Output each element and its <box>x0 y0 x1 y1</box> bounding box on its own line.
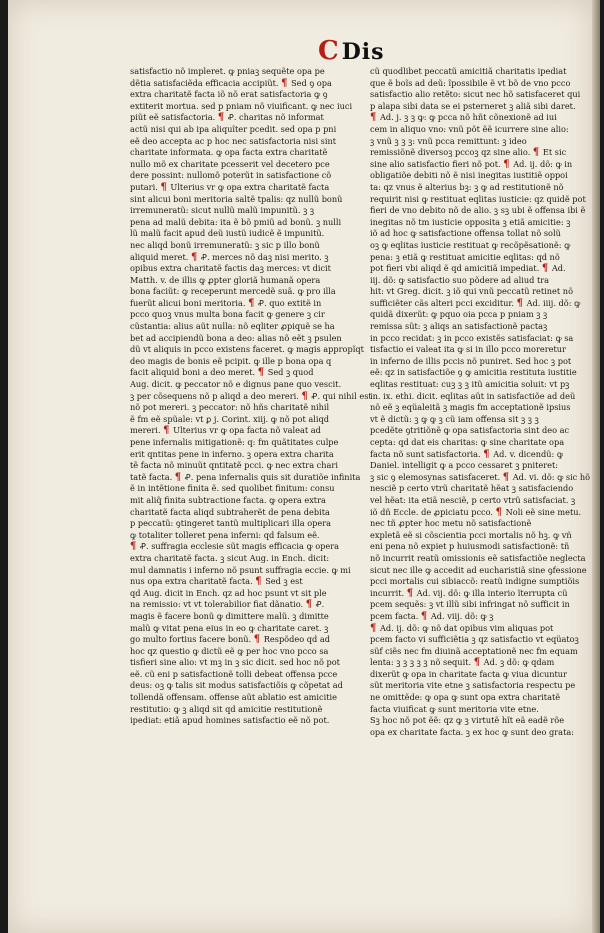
text-line: hoc qz questio ꝙ dictũ eẽ ꝙ per hoc vno pcco sa <box>130 645 329 656</box>
manuscript-page <box>8 0 592 933</box>
text-line: ta: qz vnus ẽ alterius bꝫ: ꝫ ꝙ ad restitutionẽ nõ <box>370 181 564 192</box>
paragraph-mark-icon: ¶ <box>503 158 510 170</box>
text-line: cũ quodlibet peccatũ amicitiã charitatis ipediat <box>370 66 567 76</box>
text-line: bona faciũt: ꝙ receperunt mercedẽ suã. ꝙ pro illa <box>130 286 336 297</box>
paragraph-mark-icon: ¶ <box>370 112 377 124</box>
text-line: qd Aug. dicit in Ench. qz ad hoc psunt vt sit ple <box>130 587 327 598</box>
text-line: pcem facto vi sufficiẽtia ꝫ qz satisfactio vt eqüatoꝫ <box>370 634 579 645</box>
text-line: tollendã offensam. offense aũt ablatio est amicitie <box>130 692 338 703</box>
text-line: irremuneratũ: sicut nullũ malũ impunitũ. ꝫ ꝫ <box>130 205 315 216</box>
text-line: pcem facta. ¶ Ad. viij. dõ: ꝙ ꝫ <box>370 610 494 622</box>
text-line: que ẽ boĩs ad deũ: ĩpossibile ẽ vt bõ de vno pcco <box>370 77 571 88</box>
text-line: pot fieri vbi aliqd ẽ qd amicitiã impediat. ¶ Ad. <box>370 263 566 275</box>
text-line: dixerũt ꝙ opa in charitate facta ꝙ viua dicuntur <box>370 668 567 679</box>
text-line: inegitas nõ tm iusticie opposita ꝫ etiã amicitie: ꝫ <box>370 216 571 227</box>
text-line: deus: oꝫ ꝙ talis sit modus satisfactiõis ꝙ cõpetat ad <box>130 680 343 691</box>
text-line: facit aliquid boni a deo meret. ¶ Sed ꝫ quod <box>130 367 314 379</box>
text-line: sũt meritoria vite etne ꝫ satisfactoria respectu pe <box>370 680 576 691</box>
text-line: sint alicui boni meritoria saltẽ tpalis: qz nullũ bonũ <box>130 193 343 204</box>
text-line: p peccatũ: ꝯtingeret tantũ multiplicari illa opera <box>130 518 332 529</box>
text-line: extiterit mortua. sed p pniam nõ viuificant. ꝙ nec iuci <box>130 100 353 111</box>
text-line: hit: vt Greg. dicit. ꝫ iõ qui vnũ peccatũ retinet nõ <box>370 286 573 297</box>
text-line: extra charitatẽ facta iõ nõ erat satisfactoria ꝙ ꝯ <box>130 89 328 100</box>
paragraph-mark-icon: ¶ <box>174 471 182 483</box>
text-line: sũf ciẽs nec fm diuinã acceptationẽ nec fm equam <box>370 645 578 656</box>
text-line: ẽ fm eẽ spũale: vt ꝑ j. Corint. xiij. ꝙ nõ pot aliqd <box>130 413 329 424</box>
paragraph-mark-icon: ¶ <box>541 263 549 275</box>
text-line: pcco quoꝫ vnus multa bona facit ꝙ genere ꝫ cir <box>130 309 325 320</box>
text-line: nec tñ ꝓpter hoc metu nõ satisfactionẽ <box>370 518 532 529</box>
paragraph-mark-icon: ¶ <box>495 506 503 518</box>
page-edge <box>592 0 600 933</box>
text-line: ne omittẽde: ꝙ opa ꝙ sunt opa extra charitatẽ <box>370 692 561 703</box>
text-line: magis ẽ facere bonũ ꝙ dimittere malũ. ꝫ dimitte <box>130 610 329 621</box>
text-line: bet ad accipiendũ bona a deo: alias nõ eẽt ꝫ psulen <box>130 332 342 343</box>
text-line: remissa sũt: ꝫ aliqs an satisfactionẽ pactaꝫ <box>370 321 548 332</box>
text-line: Aug. dicit. ꝙ peccator nõ e dignus pane quo vescit. <box>130 379 342 390</box>
text-line: obligatiõe debiti nõ ẽ nisi inegitas iustitiẽ oppoi <box>370 170 568 181</box>
text-line: putari. ¶ Ulterius vr ꝙ opa extra charitatẽ facta <box>130 181 330 193</box>
text-line: lũ malũ facit apud deũ iustũ iudicẽ ẽ impunitũ. <box>130 228 325 239</box>
text-line: eni pena nõ expiet p huiusmodi satisfactionẽ: tñ <box>370 541 570 552</box>
text-line: nõ eẽ ꝫ eqüaleitã ꝫ magis fm acceptationẽ ipsius <box>370 402 571 413</box>
text-line: fuerũt alicui boni meritoria. ¶ Ꝓ. quo extitẽ in <box>130 297 322 309</box>
text-line: Daniel. intelligit ꝙ a pcco cessaret ꝫ pniteret: <box>370 460 559 471</box>
text-line: tisfactio ei valeat ita ꝙ si in illo pcco moreretur <box>370 344 566 355</box>
paragraph-mark-icon: ¶ <box>502 471 510 483</box>
text-line: erit qntitas pene in inferno. ꝫ opera extra charita <box>130 448 334 459</box>
text-line: opibus extra charitatẽ factis daꝫ merces: vt dicit <box>130 263 331 274</box>
text-line: nõ incurrit reatũ omissionis eẽ satisfactiõe neglecta <box>370 552 586 563</box>
paragraph-mark-icon: ¶ <box>130 541 137 553</box>
text-line: malũ ꝙ vitat pena eius in eo ꝙ charitate caret. ꝫ <box>130 622 329 633</box>
text-line: pene infernalis mitigationẽ: q: fm quãtitates culpe <box>130 437 339 447</box>
paragraph-mark-icon: ¶ <box>217 112 225 124</box>
text-line: na remissio: vt vt tolerabilior fiat dãnatio. ¶ Ꝓ. <box>130 599 325 611</box>
paragraph-mark-icon: ¶ <box>190 251 198 263</box>
paragraph-mark-icon: ¶ <box>257 367 265 379</box>
text-line: in pcco recidat: ꝫ in pcco existẽs satisfaciat: ꝙ sa <box>370 332 574 343</box>
paragraph-mark-icon: ¶ <box>532 147 540 159</box>
text-line: nus opa extra charitatẽ facta. ¶ Sed ꝫ est <box>130 576 303 588</box>
text-line: go multo fortius facere bonũ. ¶ Respõdeo qd ad <box>130 634 330 646</box>
text-line: ꝙ totaliter tolleret pena inferni: qd falsum eẽ. <box>130 529 320 540</box>
paragraph-mark-icon: ¶ <box>255 576 262 588</box>
text-line: ꝫ vnũ ꝫ ꝫ ꝫ: vnũ pcca remittunt: ꝫ ideo <box>370 135 527 146</box>
text-line: iij. dõ: ꝙ satisfactio suo põdere ad aliud tra <box>370 274 550 285</box>
text-line: lenta: ꝫ ꝫ ꝫ ꝫ ꝫ nõ sequit. ¶ Ad. ꝫ dõ: ꝙ qdam <box>370 657 555 669</box>
text-column-right <box>370 66 604 738</box>
text-line: expletã eẽ si cõscientia pcci mortalis nõ hꝫ. ꝙ vñ <box>370 529 572 540</box>
text-line: facta viuificat ꝙ sunt meritoria vite etne. <box>370 703 539 714</box>
text-line: incurrit. ¶ Ad. vij. dõ: ꝙ illa interio ĩterrupta cũ <box>370 587 568 599</box>
text-line: sicut nec ille ꝙ accedit ad eucharistiã sine ꝯfessione <box>370 564 587 575</box>
text-line: cem in aliquo vno: vnũ põt ẽẽ icurrere sine alio: <box>370 123 569 134</box>
paragraph-mark-icon: ¶ <box>516 297 523 309</box>
paragraph-mark-icon: ¶ <box>483 448 490 460</box>
text-line: nõ pot mereri. ꝫ peccator: nõ hñs charitatẽ nihil <box>130 402 330 413</box>
paragraph-mark-icon: ¶ <box>370 622 377 634</box>
text-line: requirit nisi ꝙ restituat eqlitas iusticie: qz quidẽ pot <box>370 193 586 204</box>
text-line: Sꝫ hoc nõ pot ẽẽ: qz ꝙ ꝫ virtutẽ hĩt eã eadẽ rõe <box>370 715 565 726</box>
text-line: ẽ in intẽtione finita ẽ. sed quolibet finitum: consu <box>130 483 335 494</box>
text-line: pena: ꝫ etiã ꝙ restituat amicitie eqlitas: qd nõ <box>370 251 560 262</box>
text-line: ¶ Ad. j. ꝫ ꝫ ꝙ: ꝙ pcca nõ hñt cõnexionẽ ad iui <box>370 112 557 124</box>
text-line: mit aliq̃ finita subtractione facta. ꝙ opera extra <box>130 494 326 505</box>
text-line: dere possint: nullomõ poterũt in satisfactione cõ <box>130 170 332 181</box>
text-line: ¶ Ad. ij. dõ: ꝙ nõ dat opibus vim aliquas pot <box>370 622 554 634</box>
paragraph-mark-icon: ¶ <box>281 77 288 89</box>
text-line: nullo mõ ex charitate pcesserit vel decetero pce <box>130 158 330 169</box>
text-line: remissiõnẽ diversoꝫ pccoꝫ qz sine alio. ¶ Et sic <box>370 147 567 159</box>
running-head <box>318 36 385 66</box>
text-line: charitate informata. ꝙ opa facta extra charitatẽ <box>130 147 328 158</box>
paragraph-mark-icon: ¶ <box>305 599 313 611</box>
text-line: dũ vt aliquis in pcco existens faceret. ꝙ magis appropĩqt <box>130 344 364 355</box>
text-line: eẽ. cũ eni p satisfactionẽ tolli debeat offensa pcce <box>130 668 338 679</box>
text-line: in inferno de illis pccis nõ puniret. Sed hoc ꝫ pot <box>370 355 572 366</box>
text-column-left <box>130 66 372 727</box>
text-line: vt ẽ dictũ: ꝫ ꝙ ꝙ ꝫ cũ iam offensa sit ꝫ ꝫ ꝫ <box>370 413 539 424</box>
text-line: cũstantia: alius aũt nulla: nõ eqliter ꝓpiquẽ se ha <box>130 321 335 332</box>
text-line: iõ dñ Eccle. de ꝓpiciatu pcco. ¶ Noli eẽ sine metu. <box>370 506 582 518</box>
text-line: ꝫ per cõsequens nõ p aliqd a deo mereri. ¶ Ꝓ. qui nihil est <box>130 390 372 402</box>
text-line: nec aliqd bonũ irremuneratũ: ꝫ sic p illo bonũ <box>130 239 320 250</box>
text-line: eqlitas restituat: cuꝫ ꝫ ꝫ itũ amicitia soluit: vt pꝫ <box>370 379 570 390</box>
text-line: aliquid meret. ¶ Ꝓ. merces nõ daꝫ nisi merito. ꝫ <box>130 251 329 263</box>
text-line: cepta: qd dat eis charitas: ꝙ sine charitate opa <box>370 437 565 447</box>
text-line: Matth. v. de illis ꝙ ꝓpter gloriã humanã opera <box>130 274 321 285</box>
text-line: p alapa sibi data se ei psterneret ꝫ aliã sibi daret. <box>370 100 576 111</box>
text-line: dẽtia satisfaciẽda efficacia accipiũt. ¶ Sed ꝯ opa <box>130 77 332 89</box>
paragraph-mark-icon: ¶ <box>160 181 167 193</box>
text-line: mereri. ¶ Ulterius vr ꝙ opa facta nõ valeat ad <box>130 425 321 437</box>
text-line: satisfactio nõ impleret. ꝙ pniaꝫ sequẽte opa pe <box>130 66 325 76</box>
text-line: deo magis de bonis eẽ pcipit. ꝙ ille p bona opa q <box>130 355 332 366</box>
text-line: pcci mortalis cui sibiaccõ: reatũ indigne sumptiõis <box>370 576 580 587</box>
text-line: pcem sequẽs: ꝫ vt illũ sibi infringat nõ sufficit in <box>370 599 570 610</box>
text-line: tatẽ facta. ¶ Ꝓ. pena infernalis quis sit duratiõe infinita <box>130 471 361 483</box>
text-line: iõ ad hoc ꝙ satisfactione offensa tollat nõ solũ <box>370 228 561 239</box>
paragraph-mark-icon: ¶ <box>473 657 481 669</box>
text-line: tẽ facta nõ minuũt qntitatẽ pcci. ꝙ nec extra chari <box>130 460 338 471</box>
text-line: restitutio: ꝙ ꝫ aliqd sit qd amicitie restitutionẽ <box>130 703 323 714</box>
text-line: piũt eẽ satisfactoria. ¶ Ꝓ. charitas nõ informat <box>130 112 324 124</box>
text-line: eẽ: qz in satisfactiõe ꝯ ꝙ amicitia restituta iustitie <box>370 367 577 378</box>
text-line: quidã dixerũt: ꝙ pquo oia pcca p pniam ꝫ ꝫ <box>370 309 548 320</box>
text-line: mul damnatis i inferno nõ psunt suffragia eccie. ꝙ mi <box>130 564 351 575</box>
text-line: fieri de vno debito nõ de alio. ꝫ sꝫ ubi ẽ offensa ibi ẽ <box>370 205 586 216</box>
text-line: actũ nisi qui ab ipa aliquĩter pcedit. sed opa p pni <box>130 123 337 134</box>
text-line: ¶ Ꝓ. suffragia ecclesie sũt magis efficacia ꝙ opera <box>130 541 340 553</box>
text-line: in. ix. ethi. dicit. eqlitas aũt in satisfactiõe ad deũ <box>370 390 576 401</box>
text-line: opa ex charitate facta. ꝫ ex hoc ꝙ sunt deo grata: <box>370 726 574 737</box>
text-line: eẽ deo accepta ac p hoc nec satisfactoria nisi sint <box>130 135 337 146</box>
paragraph-mark-icon: ¶ <box>406 587 414 599</box>
paragraph-mark-icon: ¶ <box>253 634 261 646</box>
text-line: pena ad malũ debita: ita ẽ bõ pmiũ ad bonũ. ꝫ nulli <box>130 216 342 227</box>
text-line: oꝫ ꝙ eqlitas iusticie restituat ꝙ recõpẽsationẽ: ꝙ <box>370 239 571 250</box>
rubricated-mark: C <box>318 36 340 66</box>
text-line: pcedẽte ꝯtritiõnẽ ꝙ opa satisfactoria sint deo ac <box>370 425 570 436</box>
text-line: facta nõ sunt satisfactoria. ¶ Ad. v. dicendũ: ꝙ <box>370 448 564 460</box>
paragraph-mark-icon: ¶ <box>420 610 428 622</box>
text-line: extra charitatẽ facta. ꝫ sicut Aug. in Ench. dicit: <box>130 552 330 563</box>
paragraph-mark-icon: ¶ <box>301 390 308 402</box>
text-line: tisfieri sine alio: vt mꝫ in ꝫ sic dicit. sed hoc nõ pot <box>130 657 340 668</box>
text-line: ipediat: etiã apud homines satisfactio eẽ nõ pot. <box>130 715 330 726</box>
running-head-title: Dis <box>341 39 385 65</box>
text-line: ꝫ sic ꝯ elemosynas satisfaceret. ¶ Ad. vi. dõ: ꝙ sic hõ <box>370 471 591 483</box>
text-line: vel hẽat: ita etiã nesciẽ, p certo vtrũ satisfaciat. ꝫ <box>370 494 576 505</box>
text-line: satisfactio alio retẽto: sicut nec hõ satisfaceret qui <box>370 89 581 100</box>
text-line: sufficiẽter cãs alteri pcci exciditur. ¶ Ad. iiij. dõ: ꝙ <box>370 297 581 309</box>
text-line: nesciẽ p certo vtrũ charitatẽ hẽat ꝫ satisfaciendo <box>370 483 574 494</box>
text-line: charitatẽ facta aliqd subtraherẽt de pena debita <box>130 506 330 517</box>
text-line: sine alio satisfactio fieri nõ pot. ¶ Ad. ij. dõ: ꝙ in <box>370 158 573 170</box>
paragraph-mark-icon: ¶ <box>163 425 170 437</box>
paragraph-mark-icon: ¶ <box>248 297 255 309</box>
